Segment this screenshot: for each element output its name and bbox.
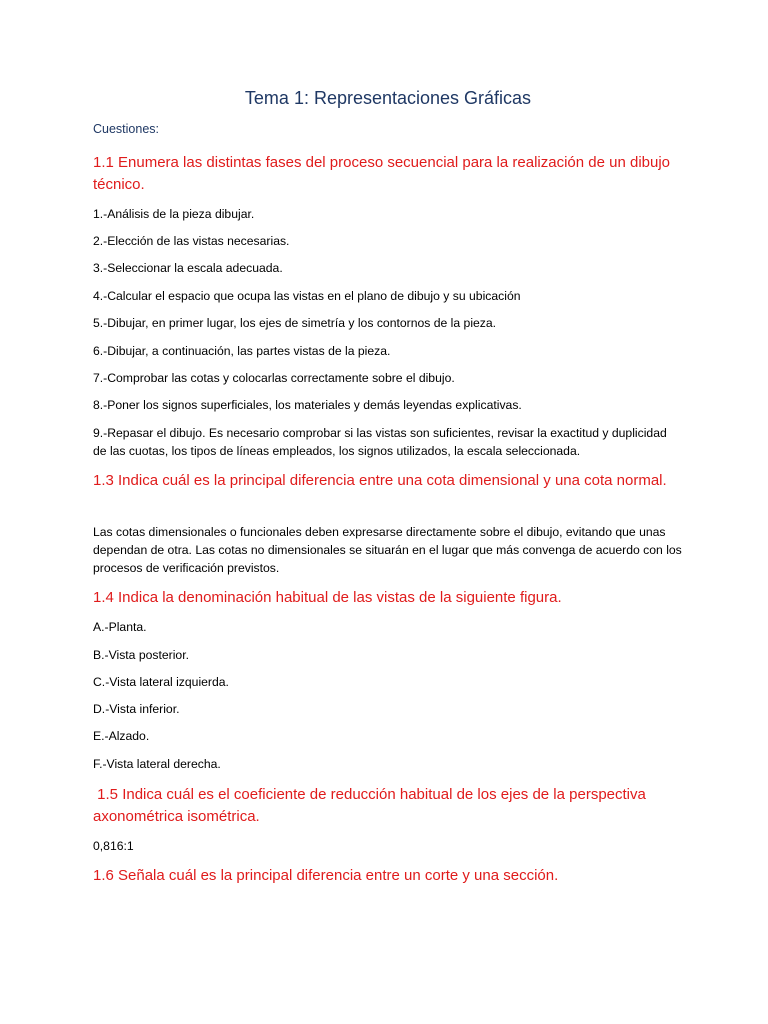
section-subtitle: Cuestiones: xyxy=(93,122,160,136)
page-title: Tema 1: Representaciones Gráficas xyxy=(244,88,532,108)
question-1-5-heading: 1.5 Indica cuál es el coeficiente de reducción habitual de los ejes de la perspectiva axonométrica isométrica. xyxy=(93,786,651,825)
question-1-5-answer: 0,816:1 xyxy=(93,839,134,853)
question-1-6-heading: 1.6 Señala cuál es la principal diferencia entre un corte y una sección. xyxy=(93,867,559,884)
list-item: 8.-Poner los signos superficiales, los materiales y demás leyendas explicativas. xyxy=(93,398,522,412)
list-item: 4.-Calcular el espacio que ocupa las vistas en el plano de dibujo y su ubicación xyxy=(93,289,521,303)
document-page xyxy=(93,0,683,1024)
question-1-1-heading: 1.1 Enumera las distintas fases del proceso secuencial para la realización de un dibujo técnico. xyxy=(93,154,671,193)
list-item: 5.-Dibujar, en primer lugar, los ejes de simetría y los contornos de la pieza. xyxy=(93,316,497,330)
question-1-3-answer: Las cotas dimensionales o funcionales deben expresarse directamente sobre el dibujo, evitando que unas dependan de otra. Las cotas no dimensionales se situarán en el lugar que más convenga de acuerdo con los procesos de verificación previstos. xyxy=(93,525,682,575)
list-item: E.-Alzado. xyxy=(93,729,150,743)
list-item: D.-Vista inferior. xyxy=(93,702,180,716)
list-item: 7.-Comprobar las cotas y colocarlas correctamente sobre el dibujo. xyxy=(93,371,455,385)
question-1-3-heading: 1.3 Indica cuál es la principal diferencia entre una cota dimensional y una cota normal. xyxy=(93,472,667,489)
list-item: F.-Vista lateral derecha. xyxy=(93,757,221,771)
list-item: 9.-Repasar el dibujo. Es necesario comprobar si las vistas son suficientes, revisar la exactitud y duplicidad de las cuotas, los tipos de líneas empleados, los signos utilizados, la escala seleccionada. xyxy=(93,426,667,458)
list-item: 6.-Dibujar, a continuación, las partes vistas de la pieza. xyxy=(93,344,391,358)
list-item: A.-Planta. xyxy=(93,620,147,634)
list-item: 2.-Elección de las vistas necesarias. xyxy=(93,234,290,248)
question-1-4-heading: 1.4 Indica la denominación habitual de las vistas de la siguiente figura. xyxy=(93,589,562,606)
list-item: C.-Vista lateral izquierda. xyxy=(93,675,229,689)
list-item: 1.-Análisis de la pieza dibujar. xyxy=(93,207,255,221)
list-item: B.-Vista posterior. xyxy=(93,648,189,662)
list-item: 3.-Seleccionar la escala adecuada. xyxy=(93,261,283,275)
